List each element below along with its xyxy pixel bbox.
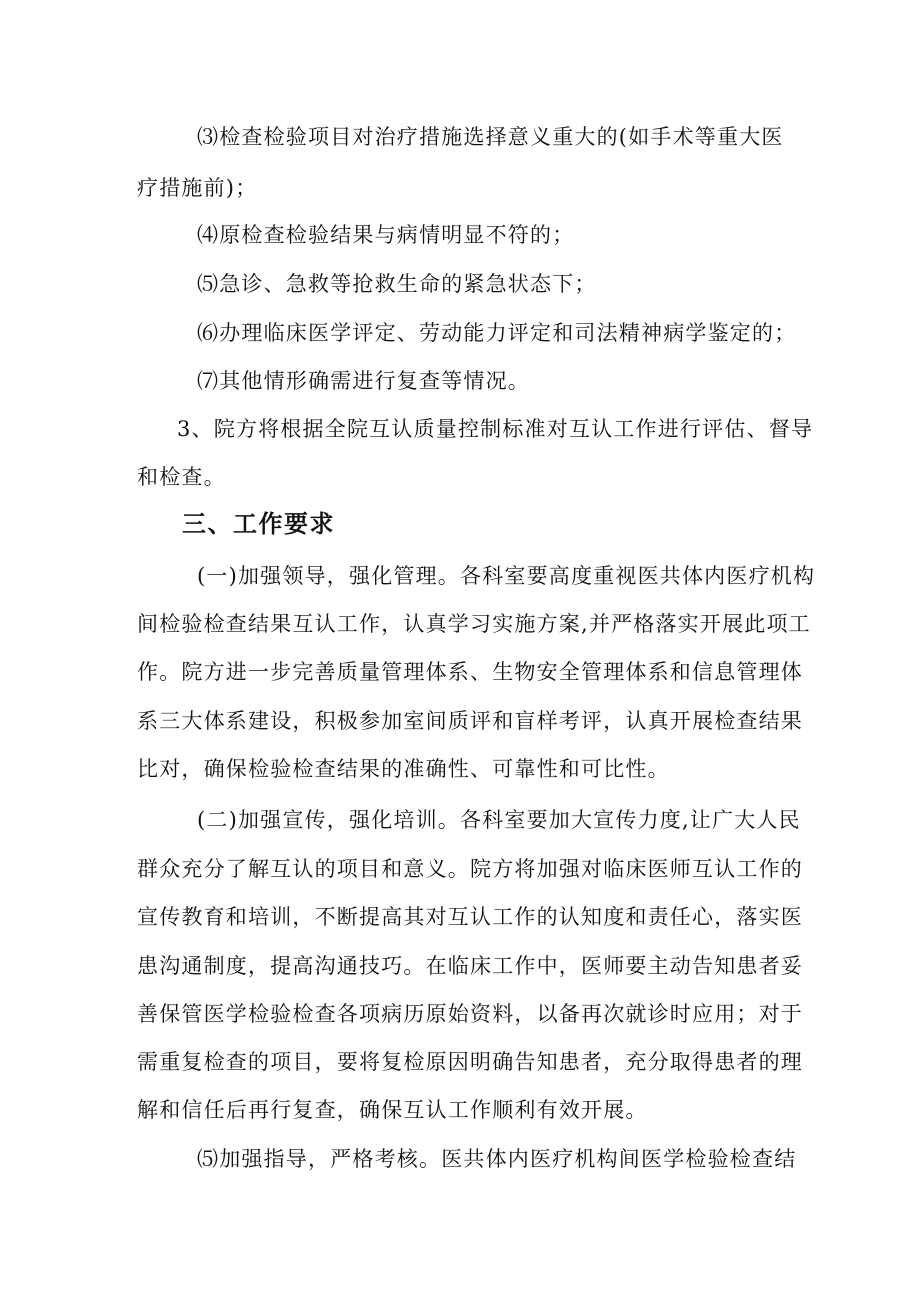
list-item-5: ⑸急诊、急救等抢救生命的紧急状态下； bbox=[197, 272, 597, 296]
para1-line-3: 作。院方进一步完善质量管理体系、生物安全管理体系和信息管理体 bbox=[137, 660, 803, 684]
para2-line-2: 群众充分了解互认的项目和意义。院方将加强对临床医师互认工作的 bbox=[137, 857, 803, 881]
para1-line-1: (一)加强领导，强化管理。各科室要高度重视医共体内医疗机构 bbox=[197, 564, 816, 588]
point-3-line-1: 3、院方将根据全院互认质量控制标准对互认工作进行评估、督导 bbox=[177, 417, 814, 441]
para2-line-5: 善保管医学检验检查各项病历原始资料，以备再次就诊时应用；对于 bbox=[137, 1002, 803, 1026]
para1-line-5: 比对，确保检验检查结果的准确性、可靠性和可比性。 bbox=[137, 757, 670, 781]
para2-line-6: 需重复检查的项目，要将复检原因明确告知患者，充分取得患者的理 bbox=[137, 1050, 803, 1074]
para2-line-7: 解和信任后再行复查，确保互认工作顺利有效开展。 bbox=[137, 1098, 648, 1122]
point-3-line-2: 和检查。 bbox=[137, 465, 226, 489]
para2-line-1: (二)加强宣传，强化培训。各科室要加大宣传力度,让广大人民 bbox=[197, 808, 801, 832]
para1-line-2: 间检验检查结果互认工作，认真学习实施方案,并严格落实开展此项工 bbox=[137, 612, 811, 636]
list-item-3: ⑶检查检验项目对治疗措施选择意义重大的(如手术等重大医 bbox=[197, 125, 784, 149]
list-item-7: ⑺其他情形确需进行复查等情况。 bbox=[197, 369, 530, 393]
list-item-6: ⑹办理临床医学评定、劳动能力评定和司法精神病学鉴定的； bbox=[197, 321, 797, 345]
para3-line-1: ⑸加强指导，严格考核。医共体内医疗机构间医学检验检查结 bbox=[197, 1147, 797, 1171]
para2-line-4: 患沟通制度，提高沟通技巧。在临床工作中，医师要主动告知患者妥 bbox=[137, 954, 803, 978]
list-item-4: ⑷原检查检验结果与病情明显不符的； bbox=[197, 223, 575, 247]
para1-line-4: 系三大体系建设，积极参加室间质评和盲样考评，认真开展检查结果 bbox=[137, 709, 803, 733]
para2-line-3: 宣传教育和培训，不断提高其对互认工作的认知度和责任心，落实医 bbox=[137, 905, 803, 929]
section-heading: 三、工作要求 bbox=[182, 510, 335, 538]
list-item-3-cont: 疗措施前)； bbox=[137, 176, 258, 200]
